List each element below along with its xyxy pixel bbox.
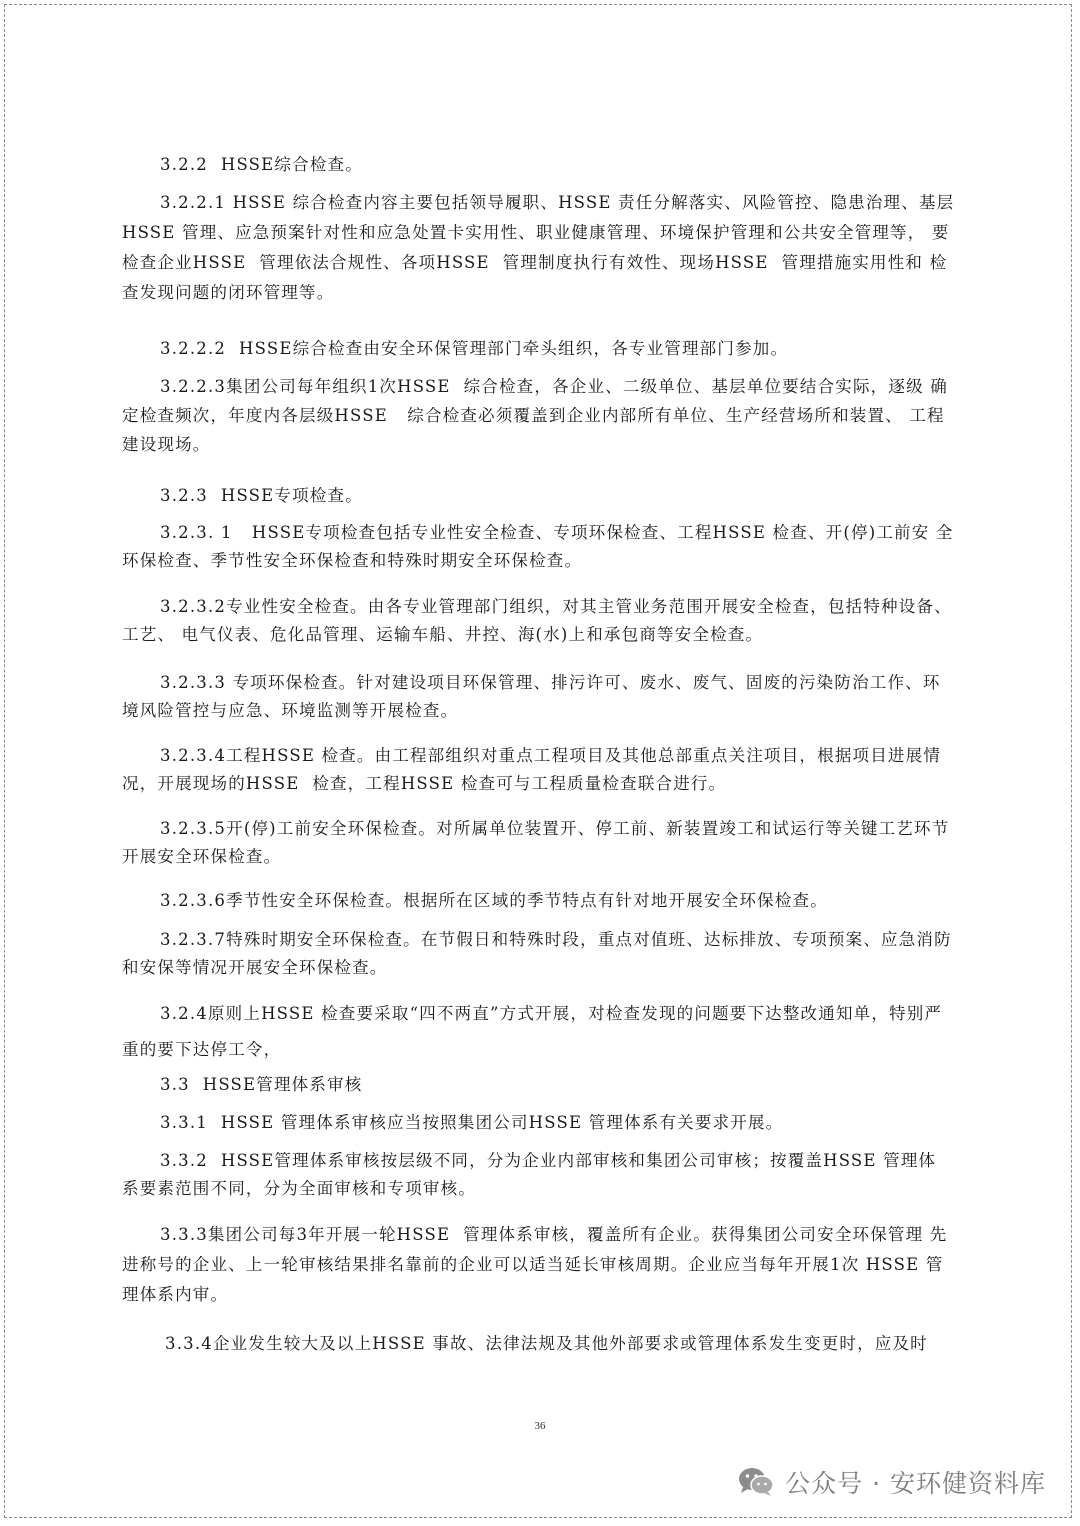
paragraph-3-2-3-1: 3.2.3. 1 HSSE专项检查包括专业性安全检查、专项环保检查、工程HSSE 检查、开(停)工前安 全环保检查、季节性安全环保检查和特殊时期安全环保检查。	[122, 523, 954, 570]
paragraph-3-2-3-6: 3.2.3.6季节性安全环保检查。根据所在区域的季节特点有针对地开展安全环保检查。	[160, 891, 828, 910]
paragraph-3-2-3-4: 3.2.3.4工程HSSE 检查。由工程部组织对重点工程项目及其他总部重点关注项目，根据项目进展情况，开展现场的HSSE 检查，工程HSSE 检查可与工程质量检查联合进行。	[122, 746, 942, 793]
paragraph-3-2-4: 3.2.4原则上HSSE 检查要采取“四不两直”方式开展，对检查发现的问题要下达整改通知单，特别严重的要下达停工令，	[122, 1004, 943, 1059]
paragraph-3-2-3-5: 3.2.3.5开(停)工前安全环保检查。对所属单位装置开、停工前、新装置竣工和试运行等关键工艺环节开展安全环保检查。	[122, 819, 950, 866]
paragraph-3-3-2: 3.3.2 HSSE管理体系审核按层级不同，分为企业内部审核和集团公司审核；按覆盖HSSE 管理体 系要素范围不同，分为全面审核和专项审核。	[122, 1151, 943, 1198]
paragraph-3-2-2-3: 3.2.2.3集团公司每年组织1次HSSE 综合检查，各企业、二级单位、基层单位要结合实际，逐级 确定检查频次，年度内各层级HSSE 综合检查必须覆盖到企业内部所有单位、生产经营场所和装置、 工程建设现场。	[122, 377, 948, 454]
paragraph-3-2-3-2: 3.2.3.2专业性安全检查。由各专业管理部门组织，对其主管业务范围开展安全检查，包括特种设备、工艺、 电气仪表、危化品管理、运输车船、井控、海(水)上和承包商等安全检查。	[122, 597, 952, 644]
heading-3-2-2: 3.2.2 HSSE综合检查。	[160, 155, 363, 174]
page-number: 36	[534, 1420, 546, 1432]
wechat-icon	[737, 1466, 775, 1498]
paragraph-3-3-1: 3.3.1 HSSE 管理体系审核应当按照集团公司HSSE 管理体系有关要求开展。	[160, 1113, 784, 1132]
paragraph-3-2-3-7: 3.2.3.7特殊时期安全环保检查。在节假日和特殊时段，重点对值班、达标排放、专项预案、应急消防和安保等情况开展安全环保检查。	[122, 930, 952, 977]
heading-3-2-3: 3.2.3 HSSE专项检查。	[160, 486, 363, 505]
watermark-text: 公众号 · 安环健资料库	[785, 1469, 1046, 1498]
paragraph-3-2-3-3: 3.2.3.3 专项环保检查。针对建设项目环保管理、排污许可、废水、废气、固废的污染防治工作、环境风险管控与应急、环境监测等开展检查。	[122, 673, 941, 720]
heading-3-3: 3.3 HSSE管理体系审核	[160, 1075, 363, 1094]
paragraph-3-3-3: 3.3.3集团公司每3年开展一轮HSSE 管理体系审核，覆盖所有企业。获得集团公司安全环保管理 先进称号的企业、上一轮审核结果排名靠前的企业可以适当延长审核周期。企业应当每年开展1次 HSSE 管理体系内审。	[122, 1225, 948, 1304]
paragraph-3-3-4: 3.3.4企业发生较大及以上HSSE 事故、法律法规及其他外部要求或管理体系发生变更时，应及时	[165, 1334, 928, 1353]
paragraph-3-2-2-2: 3.2.2.2 HSSE综合检查由安全环保管理部门牵头组织，各专业管理部门参加。	[160, 339, 789, 358]
watermark	[737, 1462, 1046, 1502]
paragraph-3-2-2-1: 3.2.2.1 HSSE 综合检查内容主要包括领导履职、HSSE 责任分解落实、风险管控、隐患治理、基层 HSSE 管理、应急预案针对性和应急处置卡实用性、职业健康管理、环境保护管理和公共安全管理等， 要检查企业HSSE 管理依法合规性、各项HSSE 管理制度执行有效性、现场HSSE 管理措施实用性和 检查发现问题的闭环管理等。	[122, 193, 961, 302]
